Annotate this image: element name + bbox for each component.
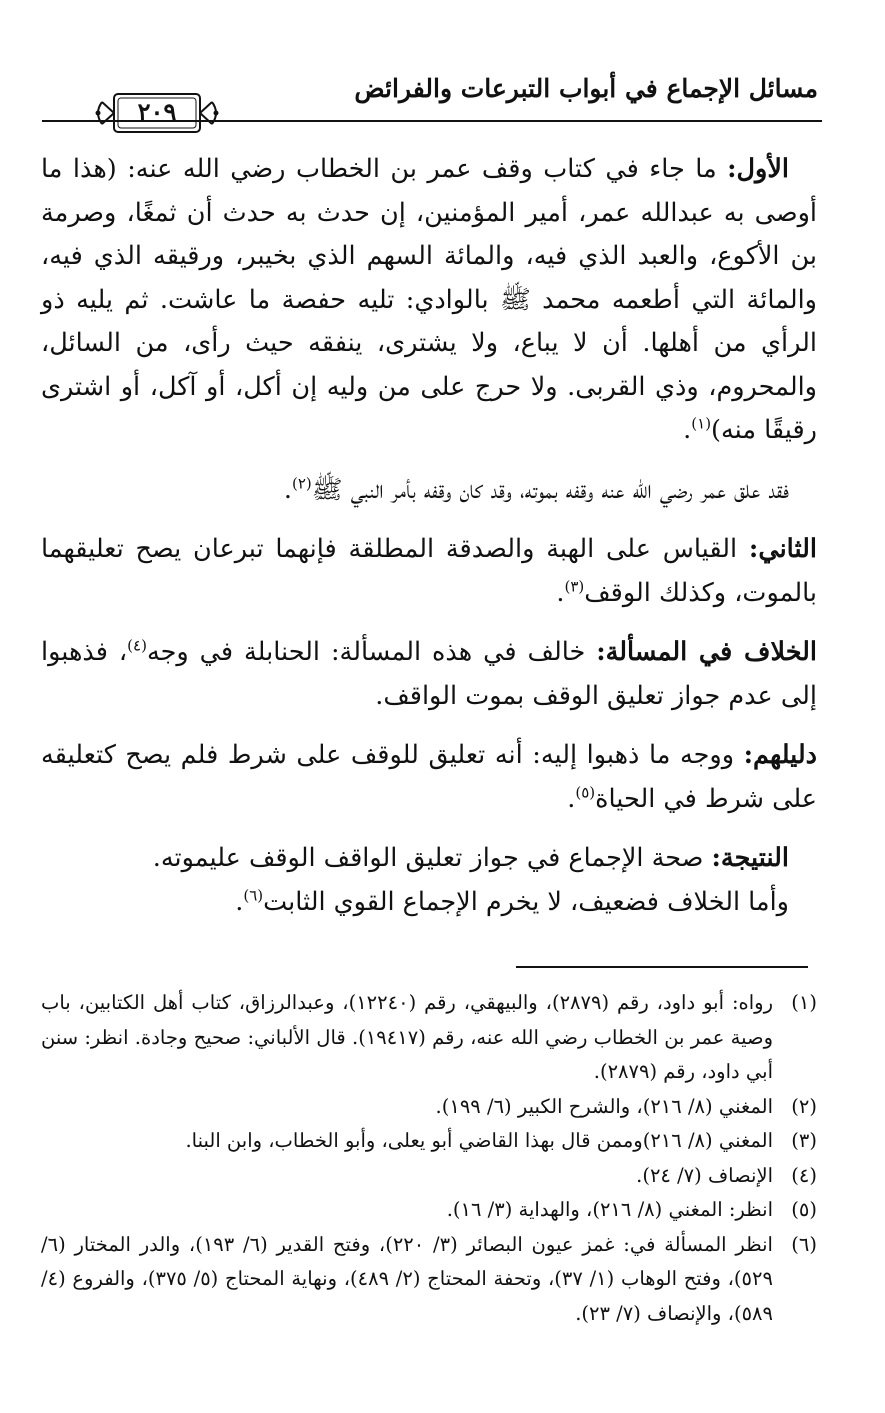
- main-text: [41, 148, 817, 924]
- footnote-item: (١) رواه: أبو داود، رقم (٢٨٧٩)، والبيهقي، رقم (١٢٢٤٠)، وعبدالرزاق، كتاب أهل الكتابين، باب وصية عمر بن الخطاب رضي الله عنه، رقم (١٩٤١٧). قال الألباني: صحيح وجادة. انظر: سنن أبي داود، رقم (٢٨٧٩).: [41, 991, 817, 1083]
- paragraph-umar-note: فقد علق عمر رضي الله عنه وقفه بموته، وقد كان وقفه بأمر النبي ﷺ$^{(٢)}$.: [283, 474, 789, 505]
- footnote-separator: [516, 966, 808, 968]
- running-title: مسائل الإجماع في أبواب التبرعات والفرائض: [354, 74, 818, 103]
- paragraph-result: النتيجة: صحة الإجماع في جواز تعليق الواقف الوقف عليموته.: [152, 843, 789, 873]
- footnote-item: (٥) انظر: المغني (٨/ ٢١٦)، والهداية (٣/ ١٦).: [446, 1198, 817, 1221]
- paragraph-their-evidence: دليلهم: ووجه ما ذهبوا إليه: أنه تعليق للوقف على شرط فلم يصح كتعليقه على شرط في الحياة$^{(٥)}$.: [41, 740, 817, 814]
- page-header: [42, 70, 822, 130]
- paragraph-conclusion: وأما الخلاف فضعيف، لا يخرم الإجماع القوي الثابت$^{(٦)}$.: [235, 886, 789, 917]
- footnotes: [41, 986, 817, 1331]
- footnote-item: (٣) المغني (٨/ ٢١٦)وممن قال بهذا القاضي أبو يعلى، وأبو الخطاب، وابن البنا.: [185, 1129, 817, 1152]
- paragraph-first-evidence: الأول: ما جاء في كتاب وقف عمر بن الخطاب رضي الله عنه: (هذا ما أوصى به عبدالله عمر، أمير المؤمنين، إن حدث به حدث أن ثمغًا، وصرمة بن الأكوع، والعبد الذي فيه، والمائة السهم الذي بخيبر، ورقيقه الذي فيه، والمائة التي أطعمه محمد ﷺ بالوادي: تليه حفصة ما عاشت. ثم يليه ذو الرأي من أهلها. أن لا يباع، ولا يشترى، ينفقه حيث رأى، من السائل، والمحروم، وذي القربى. ولا حرج على من وليه إن أكل، أو آكل، أو اشترى رقيقًا منه)$^{(١)}$.: [41, 154, 817, 445]
- paragraph-disagreement: الخلاف في المسألة: خالف في هذه المسألة: الحنابلة في وجه$^{(٤)}$، فذهبوا إلى عدم جواز تعليق الوقف بموت الواقف.: [41, 636, 818, 711]
- footnote-item: (٦) انظر المسألة في: غمز عيون البصائر (٣/ ٢٢٠)، وفتح القدير (٦/ ١٩٣)، والدر المختار (٦/ ٥٢٩)، وفتح الوهاب (١/ ٣٧)، وتحفة المحتاج (٢/ ٤٨٩)، ونهاية المحتاج (٥/ ٣٧٥)، والفروع (٤/ ٥٨٩)، والإنصاف (٧/ ٢٣).: [41, 1232, 817, 1325]
- page-number: ٢٠٩: [137, 97, 177, 126]
- paragraph-second-evidence: الثاني: القياس على الهبة والصدقة المطلقة فإنهما تبرعان يصح تعليقهما بالموت، وكذلك الوقف$^{(٣)}$.: [41, 534, 817, 608]
- page-number-ornament: [92, 88, 222, 138]
- footnote-item: (٢) المغني (٨/ ٢١٦)، والشرح الكبير (٦/ ١٩٩).: [435, 1094, 817, 1118]
- footnote-item: (٤) الإنصاف (٧/ ٢٤).: [636, 1163, 817, 1187]
